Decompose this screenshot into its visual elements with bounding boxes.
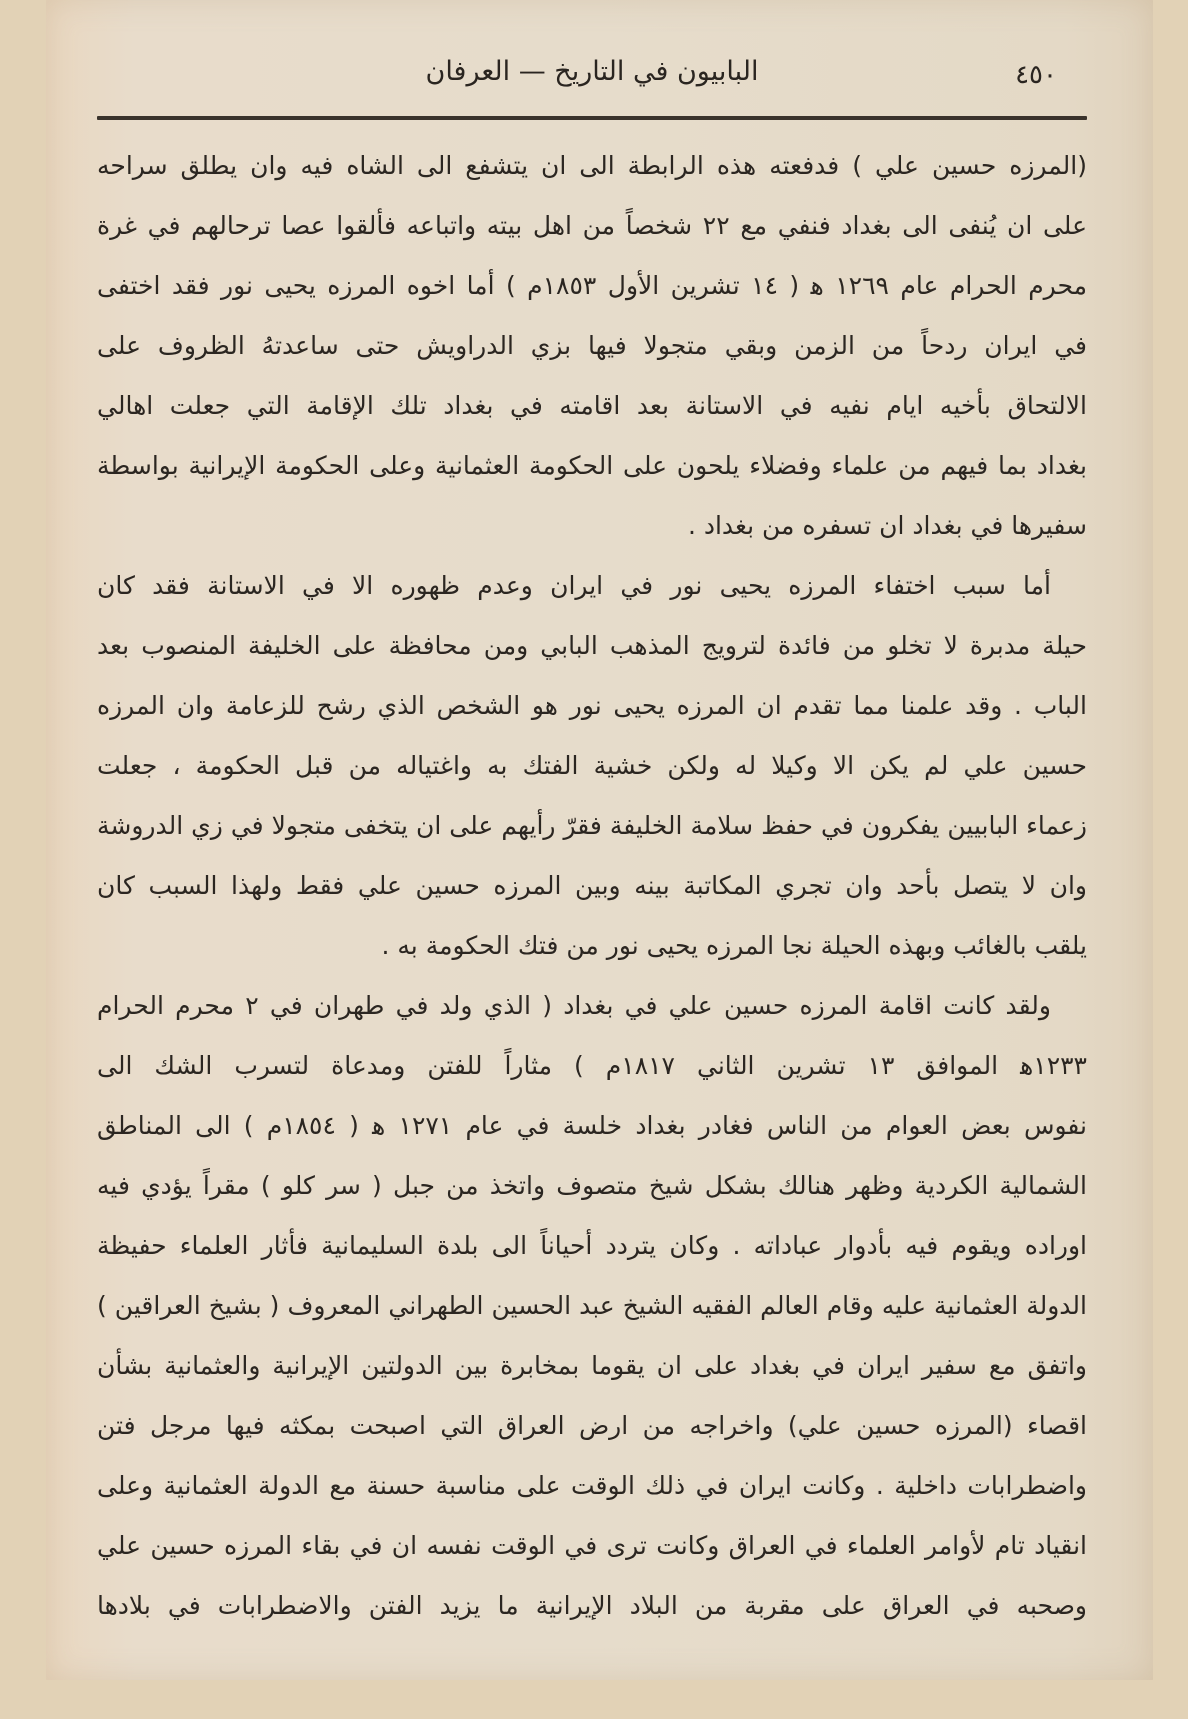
text-line: وان لا يتصل بأحد وان تجري المكاتبة بينه وبين المرزه حسين علي فقط ولهذا السبب كان bbox=[97, 871, 1087, 900]
text-line: حيلة مدبرة لا تخلو من فائدة لترويج المذهب البابي ومن محافظة على الخليفة المنصوب بعد bbox=[97, 631, 1087, 660]
running-title: البابيون في التاريخ — العرفان bbox=[425, 56, 759, 87]
text-line: واضطرابات داخلية . وكانت ايران في ذلك الوقت على مناسبة حسنة مع الدولة العثمانية وعلى bbox=[97, 1471, 1087, 1500]
page-number: ٤٥٠ bbox=[1015, 60, 1057, 90]
text-line: بغداد بما فيهم من علماء وفضلاء يلحون على الحكومة العثمانية وعلى الحكومة الإيرانية بواسطة bbox=[97, 451, 1087, 480]
text-line: وصحبه في العراق على مقربة من البلاد الإيرانية ما يزيد الفتن والاضطرابات في بلادها bbox=[97, 1591, 1087, 1620]
page-header bbox=[97, 48, 1087, 118]
text-line: أما سبب اختفاء المرزه يحيى نور في ايران وعدم ظهوره الا في الاستانة فقد كان bbox=[97, 571, 1051, 600]
text-line: سفيرها في بغداد ان تسفره من بغداد . bbox=[687, 511, 1087, 540]
text-line: اوراده ويقوم فيه بأدوار عباداته . وكان يتردد أحياناً الى بلدة السليمانية فأثار العلماء حفيظة bbox=[97, 1231, 1087, 1260]
body-text bbox=[97, 136, 1087, 1636]
text-line: حسين علي لم يكن الا وكيلا له ولكن خشية الفتك به واغتياله من قبل الحكومة ، جعلت bbox=[97, 751, 1087, 780]
text-line: الالتحاق بأخيه ايام نفيه في الاستانة بعد اقامته في بغداد تلك الإقامة التي جعلت اهالي bbox=[97, 391, 1087, 420]
text-line: يلقب بالغائب وبهذه الحيلة نجا المرزه يحيى نور من فتك الحكومة به . bbox=[381, 931, 1087, 960]
text-line: اقصاء (المرزه حسين علي) واخراجه من ارض العراق التي اصبحت بمكثه فيها مرجل فتن bbox=[97, 1411, 1087, 1440]
text-line: الدولة العثمانية عليه وقام العالم الفقيه الشيخ عبد الحسين الطهراني المعروف ( بشيخ العراقين ) bbox=[97, 1291, 1087, 1320]
text-line: ولقد كانت اقامة المرزه حسين علي في بغداد ( الذي ولد في طهران في ٢ محرم الحرام bbox=[97, 991, 1051, 1020]
text-line: نفوس بعض العوام من الناس فغادر بغداد خلسة في عام ١٢٧١ ﻫ ( ١٨٥٤م ) الى المناطق bbox=[97, 1111, 1087, 1140]
text-line: ١٢٣٣ﻫ الموافق ١٣ تشرين الثاني ١٨١٧م ) مثاراً للفتن ومدعاة لتسرب الشك الى bbox=[97, 1051, 1087, 1080]
text-line: الباب . وقد علمنا مما تقدم ان المرزه يحيى نور هو الشخص الذي رشح للزعامة وان المرزه bbox=[97, 691, 1087, 720]
text-line: الشمالية الكردية وظهر هنالك بشكل شيخ متصوف واتخذ من جبل ( سر كلو ) مقراً يؤدي فيه bbox=[97, 1171, 1087, 1200]
header-rule bbox=[97, 116, 1087, 120]
text-line: محرم الحرام عام ١٢٦٩ ﻫ ( ١٤ تشرين الأول ١٨٥٣م ) أما اخوه المرزه يحيى نور فقد اختفى bbox=[97, 271, 1087, 300]
text-line: على ان يُنفى الى بغداد فنفي مع ٢٢ شخصاً من اهل بيته واتباعه فألقوا عصا ترحالهم في غرة bbox=[97, 211, 1087, 240]
text-line: زعماء البابيين يفكرون في حفظ سلامة الخليفة فقرّ رأيهم على ان يتخفى متجولا في زي الدروشة bbox=[97, 811, 1087, 840]
text-line: (المرزه حسين علي ) فدفعته هذه الرابطة الى ان يتشفع الى الشاه فيه وان يطلق سراحه bbox=[97, 151, 1087, 180]
text-line: انقياد تام لأوامر العلماء في العراق وكانت ترى في الوقت نفسه ان في بقاء المرزه حسين علي bbox=[97, 1531, 1087, 1560]
book-page bbox=[46, 0, 1153, 1680]
text-line: في ايران ردحاً من الزمن وبقي متجولا فيها بزي الدراويش حتى ساعدتهُ الظروف على bbox=[97, 331, 1087, 360]
text-line: واتفق مع سفير ايران في بغداد على ان يقوما بمخابرة بين الدولتين الإيرانية والعثمانية بشأن bbox=[97, 1351, 1087, 1380]
